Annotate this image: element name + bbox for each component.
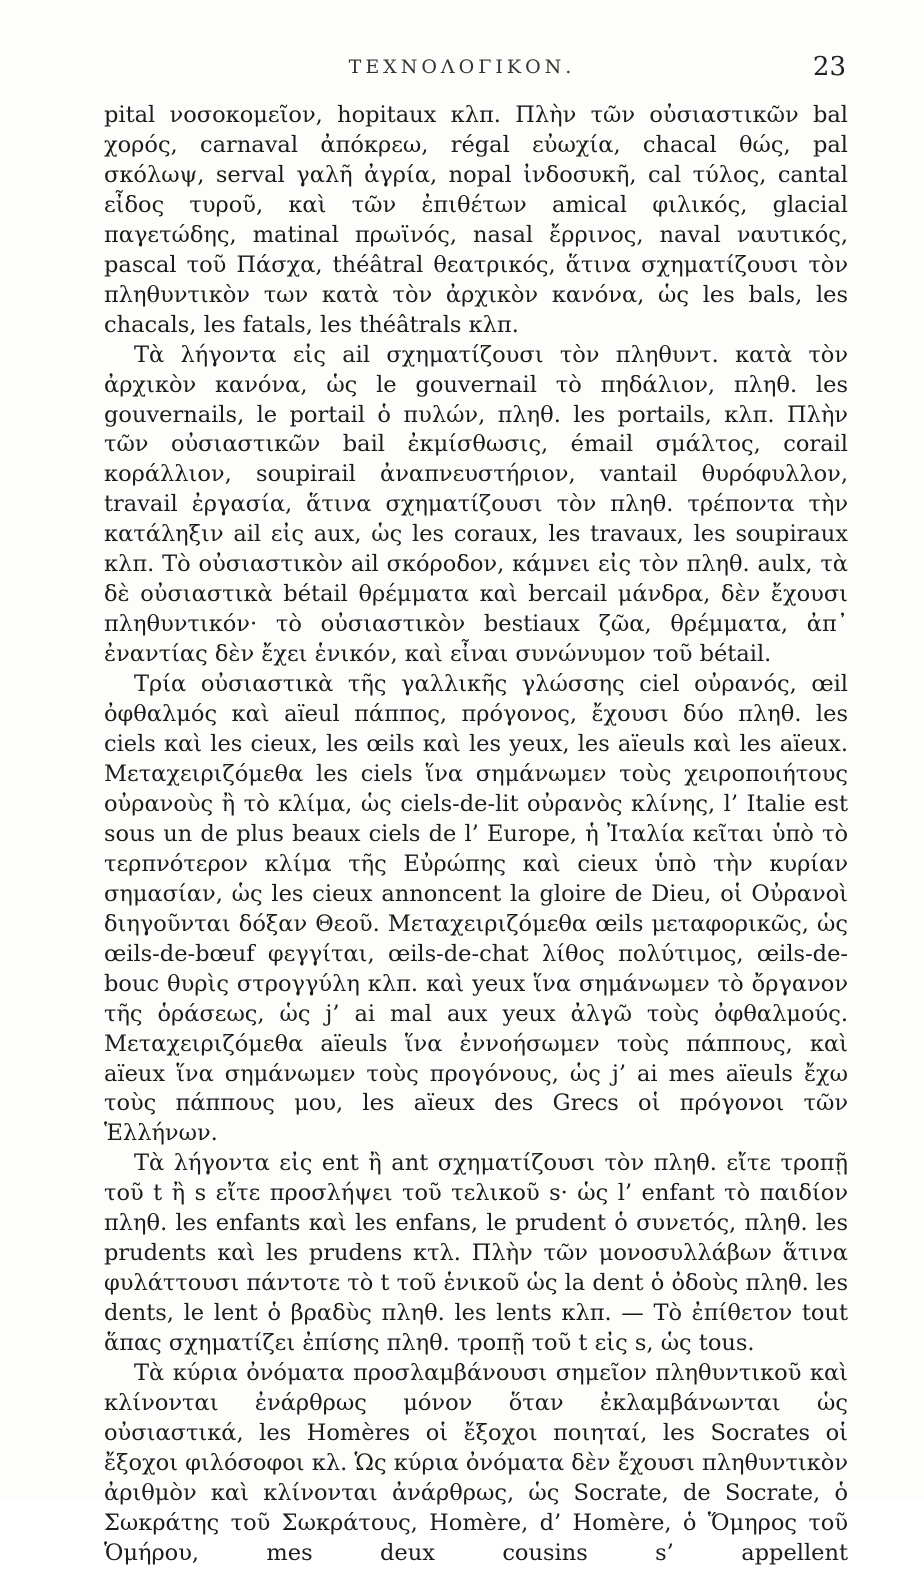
body-text [104,101,848,1569]
paragraph-5: Τὰ κύρια ὀνόματα προσλαμβάνουσι σημεῖον πληθυντικοῦ καὶ κλίνονται ἐνάρθρως μόνον ὅταν ἐκλαμβάνωνται ὡς οὐσιαστικά, les Homères οἱ ἔξοχοι ποιηταί, les Socrates οἱ ἔξοχοι φιλόσοφοι κλ. Ὡς κύρια ὀνόματα δὲν ἔχουσι πληθυντικὸν ἀριθμὸν καὶ κλίνονται ἀνάρθρως, ὡς Socrate, de Socrate, ὁ Σωκράτης τοῦ Σωκράτους, Homère, d’ Homère, ὁ Ὅμηρος τοῦ Ὁμήρου, mes deux cousins s’ appellent [104,1360,848,1566]
page-number: 23 [812,52,846,82]
paragraph-4: Τὰ λήγοντα εἰς ent ἢ ant σχηματίζουσι τὸν πληθ. εἴτε τροπῇ τοῦ t ἢ s εἴτε προσλήψει τοῦ τελικοῦ s· ὡς l’ enfant τὸ παιδίον πληθ. les enfants καὶ les enfans, le prudent ὁ συνετός, πληθ. les prudents καὶ les prudens κτλ. Πλὴν τῶν μονοσυλλάβων ἅτινα φυλάττουσι πάντοτε τὸ t τοῦ ἑνικοῦ ὡς la dent ὁ ὀδοὺς πληθ. les dents, le lent ὁ βραδὺς πληθ. les lents κλπ. — Τὸ ἐπίθετον tout ἅπας σχηματίζει ἐπίσης πληθ. τροπῇ τοῦ t εἰς s, ὡς tous. [104,1150,848,1357]
paragraph-1: pital νοσοκομεῖον, hopitaux κλπ. Πλὴν τῶν οὐσιαστικῶν bal χορός, carnaval ἀπόκρεω, régal εὐωχία, chacal θώς, pal σκόλωψ, serval γαλῆ ἀγρία, nopal ἰνδοσυκῆ, cal τύλος, cantal εἶδος τυροῦ, καὶ τῶν ἐπιθέτων amical φιλικός, glacial παγετώδης, matinal πρωϊνός, nasal ἔρρινος, naval ναυτικός, pascal τοῦ Πάσχα, théâtral θεατρικός, ἅτινα σχηματίζουσι τὸν πληθυντικὸν των κατὰ τὸν ἀρχικὸν κανόνα, ὡς les bals, les chacals, les fatals, les théâtrals κλπ. [104,102,848,338]
running-title: ΤΕΧΝΟΛΟΓΙΚΟΝ. [348,56,576,78]
running-head [0,52,924,96]
paragraph-3: Τρία οὐσιαστικὰ τῆς γαλλικῆς γλώσσης ciel οὐρανός, œil ὀφθαλμός καὶ aïeul πάππος, πρόγονος, ἔχουσι δύο πληθ. les ciels καὶ les cieux, les œils καὶ les yeux, les aïeuls καὶ les aïeux. Μεταχειριζόμεθα les ciels ἵνα σημάνωμεν τοὺς χειροποιήτους οὐρανοὺς ἢ τὸ κλίμα, ὡς ciels-de-lit οὐρανὸς κλίνης, l’ Italie est sous un de plus beaux ciels de l’ Europe, ἡ Ἰταλία κεῖται ὑπὸ τὸ τερπνότερον κλίμα τῆς Εὐρώπης καὶ cieux ὑπὸ τὴν κυρίαν σημασίαν, ὡς les cieux annoncent la gloire de Dieu, οἱ Οὐρανοὶ διηγοῦνται δόξαν Θεοῦ. Μεταχειριζόμεθα œils μεταφορικῶς, ὡς œils-de-bœuf φεγγίται, œils-de-chat λίθος πολύτιμος, œils-de-bouc θυρὶς στρογγύλη κλπ. καὶ yeux ἵνα σημάνωμεν τὸ ὄργανον τῆς ὁράσεως, ὡς j’ ai mal aux yeux ἀλγῶ τοὺς ὀφθαλμούς. Μεταχειριζόμεθα aïeuls ἵνα ἐννοήσωμεν τοὺς πάππους, καὶ aïeux ἵνα σημάνωμεν τοὺς προγόνους, ὡς j’ ai mes aïeuls ἔχω τοὺς πάππους μου, les aïeux des Grecs οἱ πρόγονοι τῶν Ἑλλήνων. [104,671,848,1147]
paragraph-2: Τὰ λήγοντα εἰς ail σχηματίζουσι τὸν πληθυντ. κατὰ τὸν ἀρχικὸν κανόνα, ὡς le gouvernail τὸ πηδάλιον, πληθ. les gouvernails, le portail ὁ πυλών, πληθ. les portails, κλπ. Πλὴν τῶν οὐσιαστικῶν bail ἐκμίσθωσις, émail σμάλτος, corail κοράλλιον, soupirail ἀναπνευστήριον, vantail θυρόφυλλον, travail ἐργασία, ἅτινα σχηματίζουσι τὸν πληθ. τρέποντα τὴν κατάληξιν ail εἰς aux, ὡς les coraux, les travaux, les soupiraux κλπ. Τὸ οὐσιαστικὸν ail σκόροδον, κάμνει εἰς τὸν πληθ. aulx, τὰ δὲ οὐσιαστικὰ bétail θρέμματα καὶ bercail μάνδρα, δὲν ἔχουσι πληθυντικόν· τὸ οὐσιαστικὸν bestiaux ζῶα, θρέμματα, ἀπ᾽ ἐναντίας δὲν ἔχει ἑνικόν, καὶ εἶναι συνώνυμον τοῦ bétail. [104,341,848,668]
